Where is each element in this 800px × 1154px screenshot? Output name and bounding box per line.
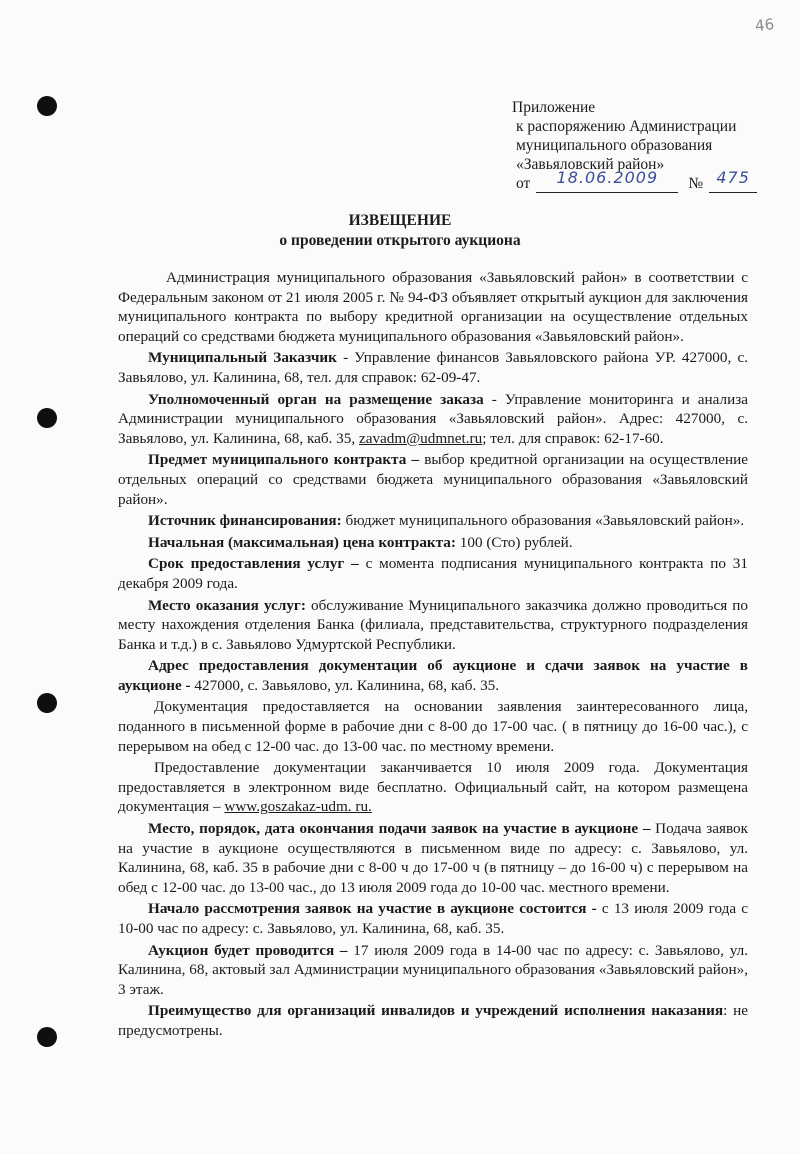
paragraph-auction	[118, 941, 748, 1000]
document-title	[0, 211, 800, 251]
customer-label: Муниципальный Заказчик	[148, 349, 337, 367]
address-text: 427000, с. Завьялово, ул. Калинина, 68, каб. 35.	[190, 676, 500, 694]
authority-label: Уполномоченный орган на размещение заказа	[148, 390, 484, 408]
term-text: с момента подписания муниципального контракта по 31 декабря 2009 года.	[118, 555, 748, 592]
punch-hole-4	[37, 1027, 57, 1047]
number-label: №	[688, 175, 704, 192]
appendix-header	[512, 98, 782, 193]
paragraph-authority	[118, 390, 748, 449]
title-sub: о проведении открытого аукциона	[279, 232, 521, 249]
from-label: от	[516, 175, 531, 192]
address-label: Адрес предоставления документации об аукционе и сдачи заявок на участие в аукционе -	[118, 657, 748, 694]
place-label: Место оказания услуг:	[148, 596, 306, 614]
paragraph-subject	[118, 450, 748, 509]
advantage-text: : не предусмотрены.	[118, 1002, 748, 1039]
appendix-date-number-row	[512, 168, 782, 193]
punch-hole-2	[37, 408, 57, 428]
authority-text-1: - Управление мониторинга и анализа Администрации муниципального образования «Завьяловский район». Адрес: 427000, с. Завьялово, ул. Калинина, 68, каб. 35,	[118, 390, 748, 447]
paragraph-docs-end	[118, 758, 748, 817]
handwritten-number: 475	[716, 168, 750, 187]
review-text: с 13 июля 2009 года с 10-00 час по адресу: с. Завьялово, ул. Калинина, 68, каб. 35.	[118, 900, 748, 937]
subject-text: выбор кредитной организации на осуществление отдельных операций со средствами бюджета муниципального образования «Завьяловский район».	[118, 451, 748, 508]
appendix-line-2: к распоряжению Администрации	[516, 118, 737, 135]
paragraph-review	[118, 899, 748, 938]
date-field	[536, 168, 678, 193]
appendix-line-3: муниципального образования	[516, 137, 713, 154]
advantage-label: Преимущество для организаций инвалидов и учреждений исполнения наказания	[148, 1002, 724, 1020]
handwritten-date: 18.06.2009	[556, 168, 659, 187]
paragraph-docs: Документация предоставляется на основании заявления заинтересованного лица, поданного в письменной форме в рабочие дни с 8-00 до 17-00 час. ( в пятницу до 16-00 час.), с перерывом на обед с 12-00 час. до 13-00 час. по местному времени.	[118, 698, 748, 755]
official-site-link[interactable]: www.goszakaz-udm. ru.	[224, 798, 372, 816]
document-body	[118, 268, 748, 1043]
paragraph-customer	[118, 348, 748, 387]
docs-end-text: Предоставление документации заканчивается 10 июля 2009 года. Документация предоставляется в электронном виде бесплатно. Официальный сайт, на котором размещена документация –	[118, 759, 748, 816]
authority-text-2: ; тел. для справок: 62-17-60.	[482, 429, 664, 447]
deadline-label: Место, порядок, дата окончания подачи заявок на участие в аукционе –	[148, 820, 651, 838]
place-text: обслуживание Муниципального заказчика должно проводиться по месту нахождения отделения Банка (филиала, представительства, структурного подразделения Банка и т.д.) в с. Завьялово Удмуртской Республики.	[118, 596, 748, 653]
appendix-line-4: «Завьяловский район»	[516, 156, 665, 173]
auction-label: Аукцион будет проводится –	[148, 941, 348, 959]
price-text: 100 (Сто) рублей.	[455, 533, 573, 551]
subject-label: Предмет муниципального контракта –	[148, 451, 420, 469]
customer-text: - Управление финансов Завьяловского района УР. 427000, с. Завьялово, ул. Калинина, 68, тел. для справок: 62-09-47.	[118, 349, 748, 386]
paragraph-deadline	[118, 819, 748, 897]
review-label: Начало рассмотрения заявок на участие в аукционе состоится -	[148, 900, 597, 918]
term-label: Срок предоставления услуг –	[148, 555, 359, 573]
price-label: Начальная (максимальная) цена контракта:	[148, 533, 456, 551]
paragraph-funding	[118, 511, 748, 531]
paragraph-term	[118, 554, 748, 593]
appendix-line-1: Приложение	[512, 99, 596, 116]
title-main: ИЗВЕЩЕНИЕ	[348, 212, 452, 229]
deadline-text: Подача заявок на участие в аукционе осуществляются в письменном виде по адресу: с. Завьялово, ул. Калинина, 68, каб. 35 в рабочие дни с 8-00 ч до 17-00 ч (в пятницу – до 16-00 ч) с перерывом на обед с 12-00 час. до 13-00 час., до 13 июля 2009 года до 10-00 час. местного времени.	[118, 820, 748, 896]
punch-hole-3	[37, 693, 57, 713]
paragraph-intro: Администрация муниципального образования «Завьяловский район» в соответствии с Федеральным законом от 21 июля 2005 г. № 94-ФЗ объявляет открытый аукцион для заключения муниципального контракта по выбору кредитной организации на осуществление отдельных операций со средствами бюджета муниципального образования «Завьяловский район».	[118, 269, 748, 345]
number-field	[709, 168, 757, 193]
paragraph-price	[118, 533, 748, 553]
punch-hole-1	[37, 96, 57, 116]
auction-text: 17 июля 2009 года в 14-00 час по адресу: с. Завьялово, ул. Калинина, 68, актовый зал Администрации муниципального образования «Завьяловский район», 3 этаж.	[118, 941, 748, 998]
handwritten-page-number: 46	[754, 15, 775, 35]
paragraph-address	[118, 656, 748, 695]
paragraph-place	[118, 596, 748, 655]
funding-text: бюджет муниципального образования «Завьяловский район».	[341, 512, 745, 530]
paragraph-advantage	[118, 1001, 748, 1040]
funding-label: Источник финансирования:	[148, 512, 342, 530]
authority-email-link[interactable]: zavadm@udmnet.ru	[358, 429, 483, 447]
